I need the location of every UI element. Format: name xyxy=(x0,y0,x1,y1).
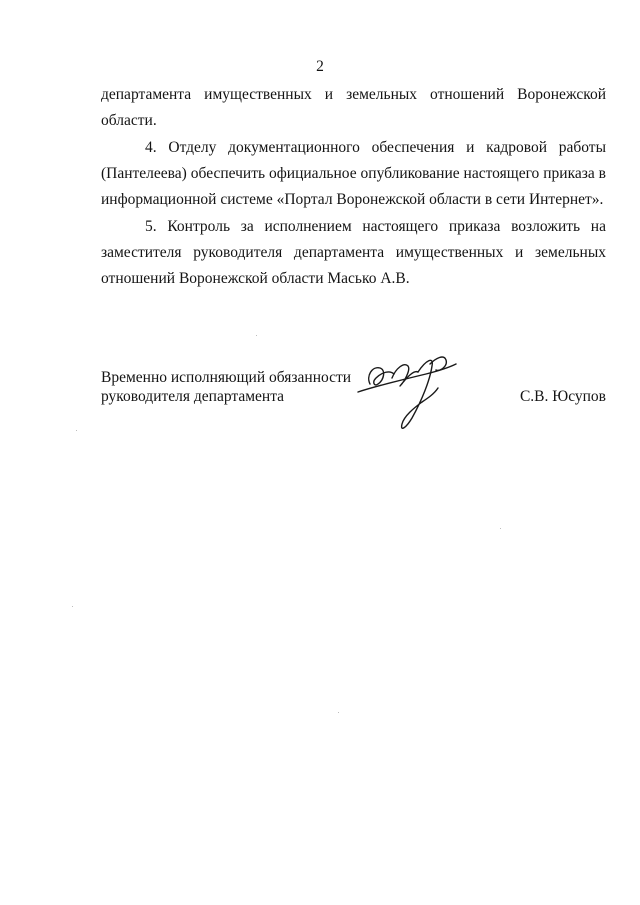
signatory-name: С.В. Юсупов xyxy=(519,388,606,405)
scan-speck xyxy=(500,528,501,529)
signatory-title-line-2: руководителя департамента xyxy=(101,388,285,405)
scan-speck xyxy=(338,712,339,713)
handwritten-signature-icon xyxy=(356,356,466,444)
paragraph-item-4: 4. Отделу документационного обеспечения и кадровой работы (Пантелеева) обеспечить официальное опубликование настоящего приказа в информационной системе «Портал Воронежской области в сети Интернет». xyxy=(101,139,606,208)
document-body xyxy=(101,82,606,292)
scan-speck xyxy=(72,606,73,607)
scan-speck xyxy=(76,430,77,431)
signature-block xyxy=(101,368,606,448)
signatory-title xyxy=(101,368,351,406)
paragraph-item-5: 5. Контроль за исполнением настоящего приказа возложить на заместителя руководителя департамента имущественных и земельных отношений Воронежской области Масько А.В. xyxy=(101,218,606,287)
paragraph-continuation: департамента имущественных и земельных отношений Воронежской области. xyxy=(101,86,606,129)
page-number: 2 xyxy=(316,58,324,75)
scan-speck xyxy=(256,335,257,336)
signatory-title-line-1: Временно исполняющий обязанности xyxy=(101,369,352,386)
